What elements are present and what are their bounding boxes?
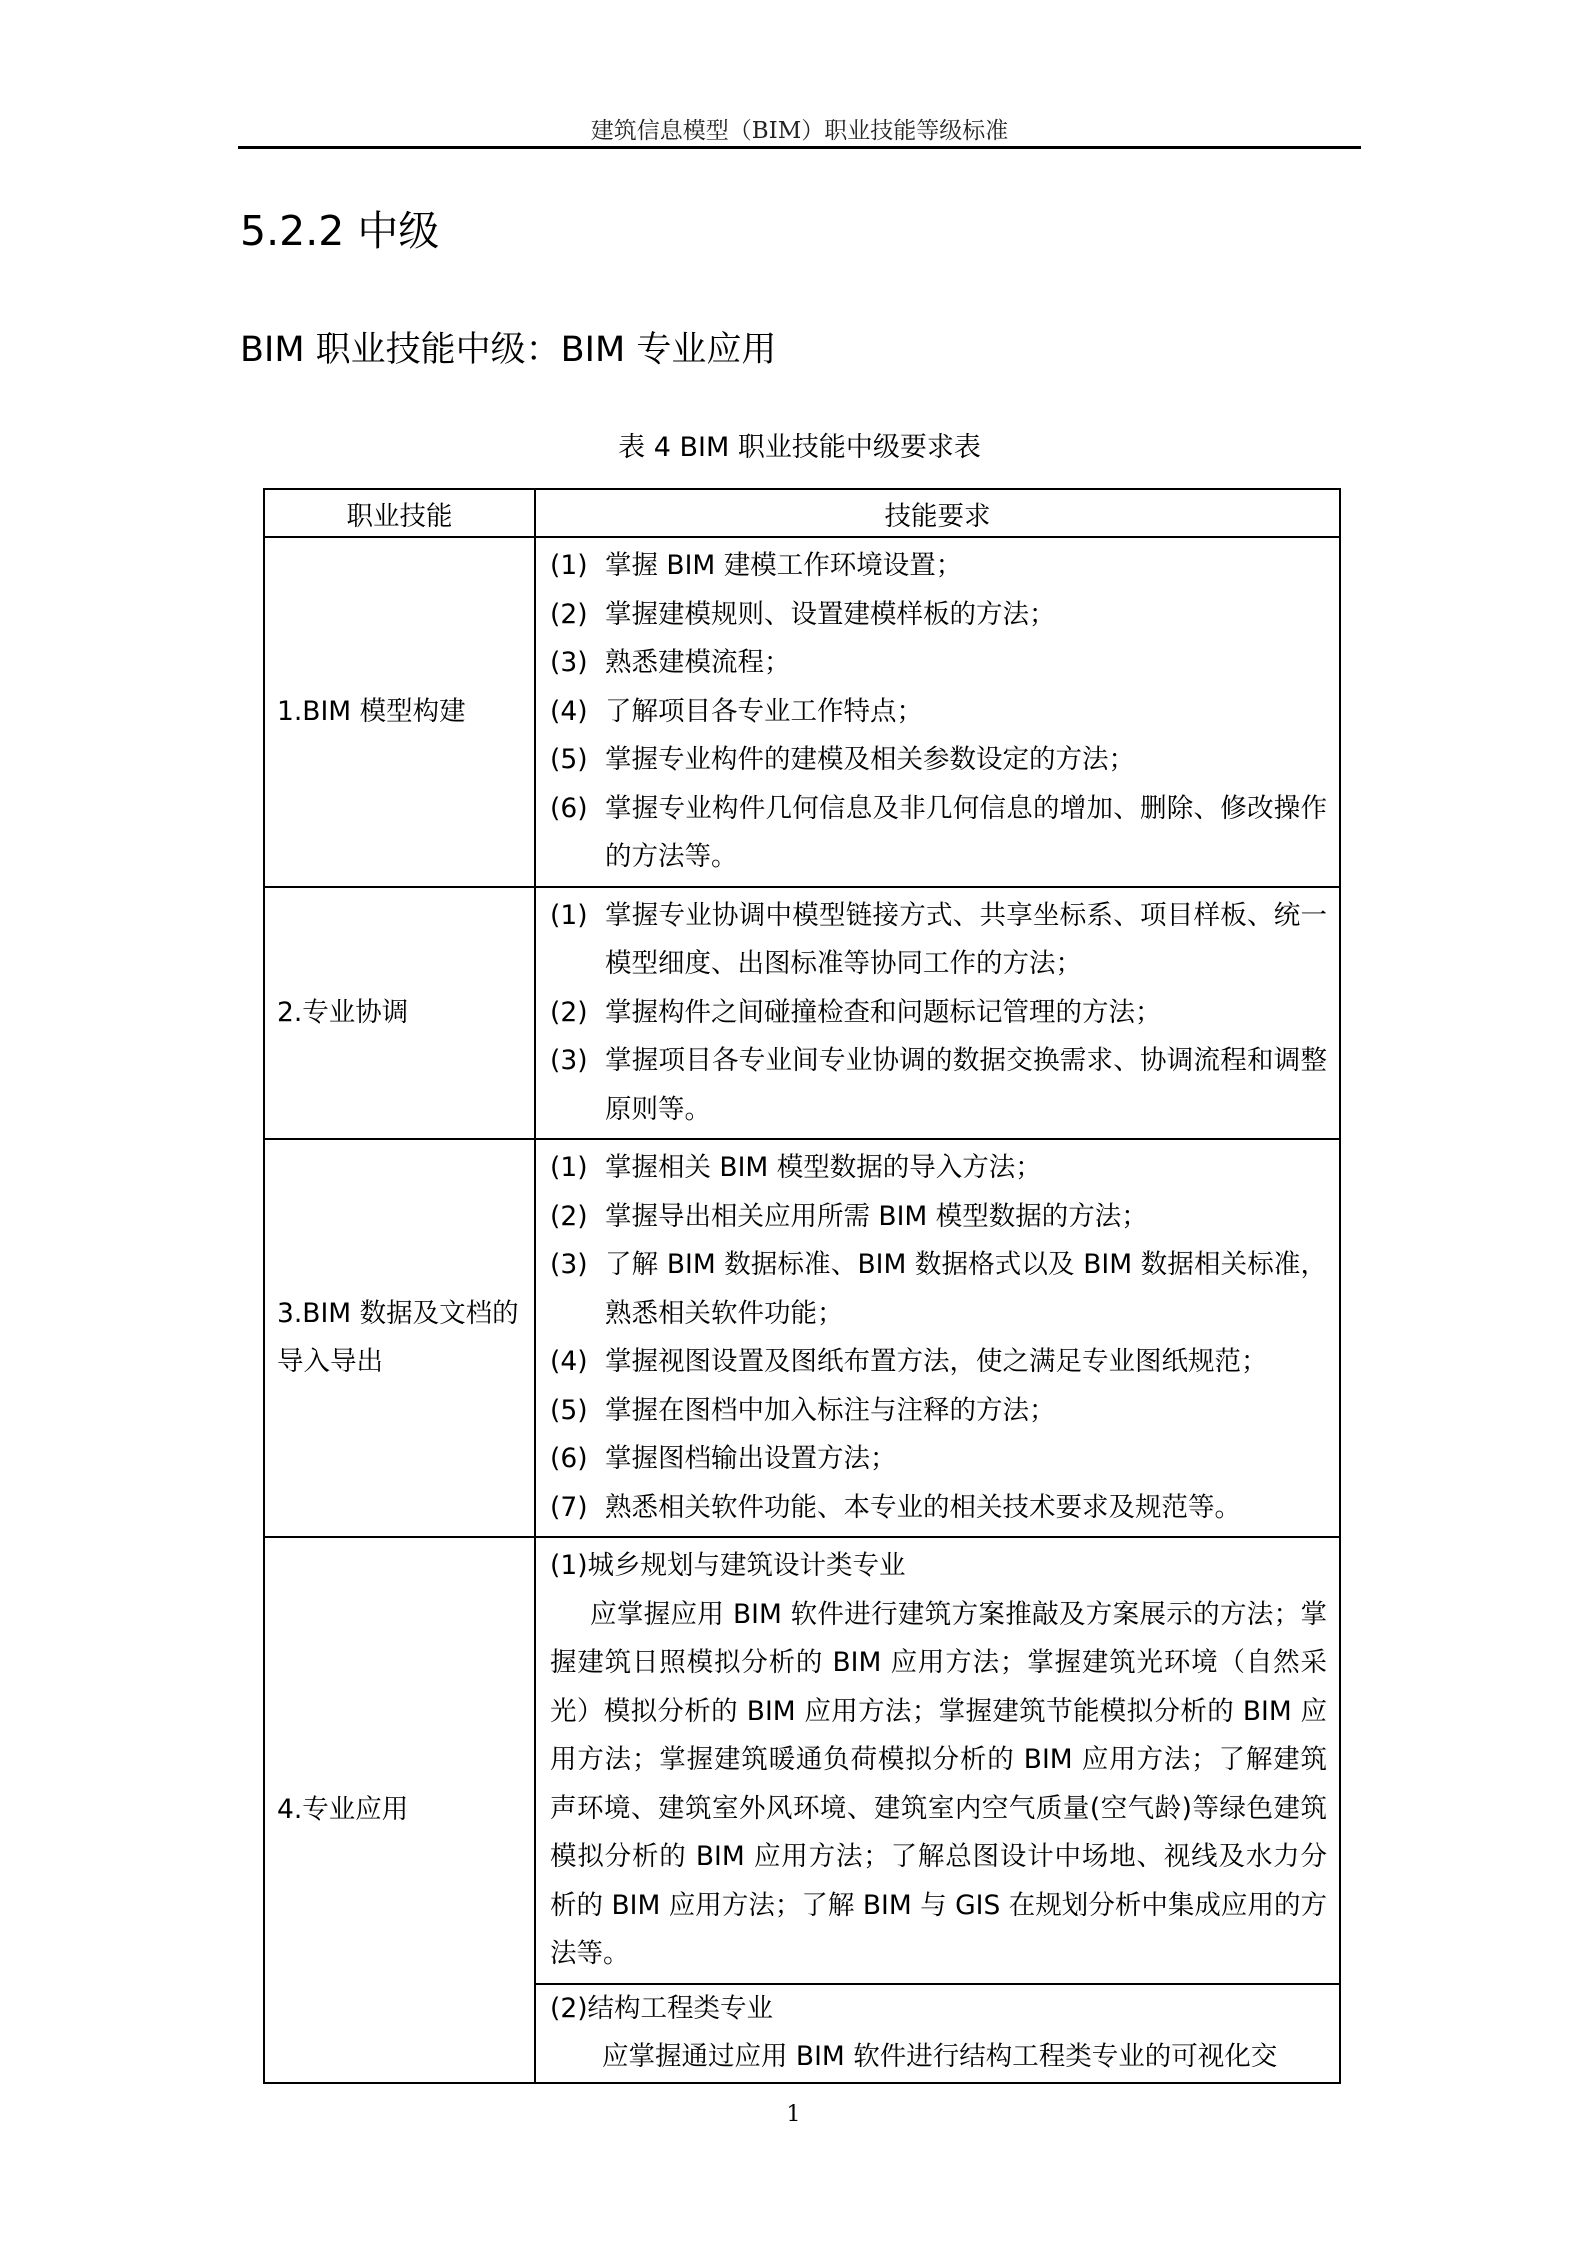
item-text: 掌握相关 BIM 模型数据的导入方法；	[605, 1152, 1042, 1183]
running-header: 建筑信息模型（BIM）职业技能等级标准	[590, 118, 1009, 144]
requirement-item	[550, 639, 1327, 688]
item-number: (3)	[550, 647, 588, 678]
requirement-item	[550, 892, 1327, 989]
requirements-cell	[535, 1139, 1340, 1537]
item-text: 掌握构件之间碰撞检查和问题标记管理的方法；	[605, 996, 1162, 1028]
item-text: 掌握导出相关应用所需 BIM 模型数据的方法；	[605, 1200, 1148, 1232]
requirement-item	[550, 1037, 1327, 1134]
item-number: (5)	[550, 1394, 588, 1426]
item-number: (7)	[550, 1491, 588, 1523]
requirement-item	[550, 1144, 1327, 1193]
table-row	[264, 1537, 1340, 1984]
table-header-row	[264, 489, 1340, 537]
item-text: 掌握建模规则、设置建模样板的方法；	[605, 598, 1056, 630]
subsection-title: (1)城乡规划与建筑设计类专业	[550, 1550, 906, 1581]
skill-cell: 1.BIM 模型构建	[264, 537, 535, 887]
requirements-cell	[535, 887, 1340, 1140]
requirement-item	[550, 542, 1327, 591]
section-subheading: BIM 职业技能中级：BIM 专业应用	[240, 330, 777, 370]
column-header-skill: 职业技能	[264, 489, 535, 537]
item-number: (2)	[550, 1200, 588, 1232]
item-text: 掌握在图档中加入标注与注释的方法；	[605, 1394, 1056, 1426]
item-text: 掌握项目各专业间专业协调的数据交换需求、协调流程和调整原则等。	[605, 1045, 1327, 1125]
item-number: (4)	[550, 695, 588, 727]
header-rule	[238, 146, 1361, 149]
requirement-item	[550, 736, 1327, 785]
item-text: 了解 BIM 数据标准、BIM 数据格式以及 BIM 数据相关标准，熟悉相关软件功能；	[605, 1249, 1327, 1329]
skill-cell: 4.专业应用	[264, 1537, 535, 2083]
requirement-item	[550, 1241, 1327, 1338]
requirement-item	[550, 1193, 1327, 1242]
table-row	[264, 537, 1340, 887]
table-caption: 表 4 BIM 职业技能中级要求表	[618, 432, 981, 463]
requirements-cell	[535, 537, 1340, 887]
table-row	[264, 1139, 1340, 1537]
requirement-item	[550, 785, 1327, 882]
requirement-item	[550, 688, 1327, 737]
subsection-text: 应掌握应用 BIM 软件进行建筑方案推敲及方案展示的方法；掌握建筑日照模拟分析的 BIM 应用方法；掌握建筑光环境（自然采光）模拟分析的 BIM 应用方法；掌握建筑节能模拟分析的 BIM 应用方法；掌握建筑暖通负荷模拟分析的 BIM 应用方法；了解建筑声环境、建筑室外风环境、建筑室内空气质量(空气龄)等绿色建筑模拟分析的 BIM 应用方法；了解总图设计中场地、视线及水力分析的 BIM 应用方法；了解 BIM 与 GIS 在规划分析中集成应用的方法等。	[550, 1598, 1327, 1969]
item-text: 掌握图档输出设置方法；	[605, 1443, 897, 1474]
subsection-text: 应掌握通过应用 BIM 软件进行结构工程类专业的可视化交	[602, 2041, 1278, 2072]
item-text: 熟悉建模流程；	[605, 647, 791, 678]
item-text: 熟悉相关软件功能、本专业的相关技术要求及规范等。	[605, 1491, 1241, 1523]
requirements-table	[263, 488, 1341, 2084]
item-text: 掌握 BIM 建模工作环境设置；	[605, 550, 963, 581]
requirement-item	[550, 1387, 1327, 1436]
skill-cell: 3.BIM 数据及文档的导入导出	[264, 1139, 535, 1537]
item-number: (6)	[550, 792, 588, 824]
requirement-item	[550, 1435, 1327, 1484]
item-number: (1)	[550, 899, 588, 931]
item-number: (3)	[550, 1249, 588, 1280]
item-number: (5)	[550, 744, 588, 775]
table-row	[264, 887, 1340, 1140]
item-text: 掌握专业构件几何信息及非几何信息的增加、删除、修改操作的方法等。	[605, 792, 1327, 872]
item-number: (6)	[550, 1443, 588, 1474]
item-text: 掌握视图设置及图纸布置方法，使之满足专业图纸规范；	[605, 1346, 1268, 1377]
requirement-item	[550, 1484, 1327, 1533]
requirements-cell	[535, 1537, 1340, 1984]
item-number: (4)	[550, 1346, 588, 1377]
requirement-item	[550, 591, 1327, 640]
skill-cell: 2.专业协调	[264, 887, 535, 1140]
requirement-item	[550, 989, 1327, 1038]
item-number: (2)	[550, 996, 588, 1028]
item-text: 掌握专业构件的建模及相关参数设定的方法；	[605, 744, 1135, 775]
item-number: (2)	[550, 598, 588, 630]
subsection-title: (2)结构工程类专业	[550, 1992, 774, 2024]
item-number: (1)	[550, 1152, 588, 1183]
requirements-cell	[535, 1984, 1340, 2083]
requirement-item	[550, 1338, 1327, 1387]
item-text: 了解项目各专业工作特点；	[605, 695, 923, 727]
item-number: (1)	[550, 550, 588, 581]
section-heading: 5.2.2 中级	[240, 207, 440, 255]
page-number: 1	[786, 2102, 801, 2127]
item-number: (3)	[550, 1045, 588, 1076]
column-header-requirements: 技能要求	[535, 489, 1340, 537]
item-text: 掌握专业协调中模型链接方式、共享坐标系、项目样板、统一模型细度、出图标准等协同工作的方法；	[605, 899, 1327, 979]
